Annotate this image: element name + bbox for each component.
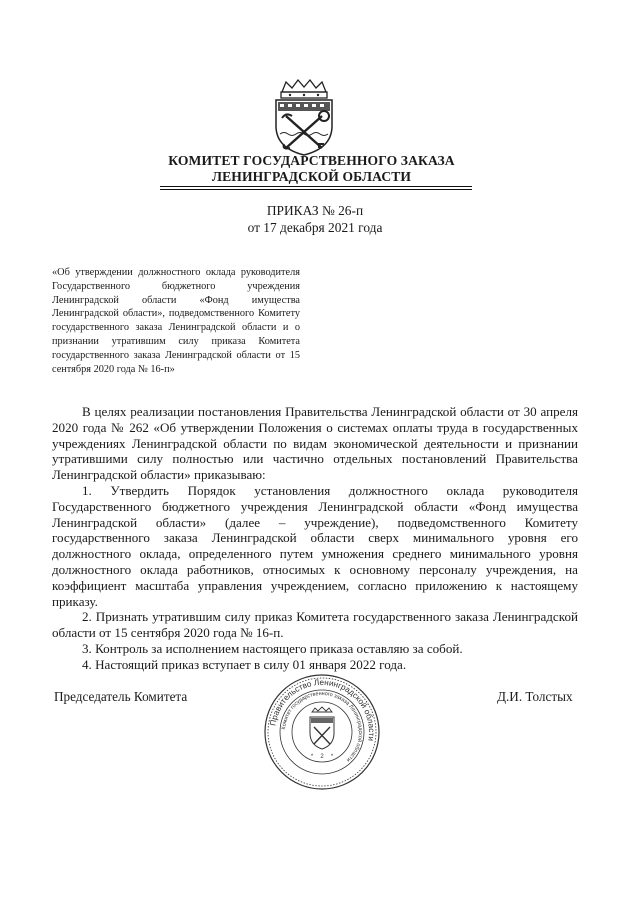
header-rule: [160, 186, 472, 187]
order-heading: [190, 203, 440, 236]
seal-star-right: *: [330, 754, 334, 760]
order-item-3: 3. Контроль за исполнением настоящего приказа оставляю за собой.: [82, 640, 463, 656]
seal-inner-text: Комитет государственного заказа Ленинградской области: [281, 690, 364, 763]
organization-title-line1: КОМИТЕТ ГОСУДАРСТВЕННОГО ЗАКАЗА: [168, 153, 455, 168]
seal-number: 2: [320, 754, 324, 760]
organization-title-line2: ЛЕНИНГРАДСКОЙ ОБЛАСТИ: [211, 169, 412, 184]
seal-star-left: *: [310, 754, 314, 760]
order-date: от 17 декабря 2021 года: [247, 219, 383, 235]
order-preamble: В целях реализации постановления Правительства Ленинградской области от 30 апреля 2020 года № 262 «Об утверждении Положения о системах оплаты труда в государственных учреждениях Ленинградской области по видам экономической деятельности и признании утратившими силу полностью или частично отдельных постановлений Правительства Ленинградской области» приказываю:: [52, 404, 578, 483]
order-subject: «Об утверждении должностного оклада руководителя Государственного бюджетного учреждения Ленинградской области «Фонд имущества Ленинградской области», подведомственного Комитету государственного заказа Ленинградской области и о признании утратившим силу приказа Комитета государственного заказа Ленинградской области от 15 сентября 2020 года № 16-п»: [52, 267, 300, 375]
order-number: ПРИКАЗ № 26-п: [266, 203, 364, 218]
organization-title: [160, 153, 463, 185]
order-item-4: 4. Настоящий приказ вступает в силу 01 января 2022 года.: [82, 656, 407, 672]
seal-outer-text: Правительство Ленинградской области: [268, 677, 377, 742]
coat-of-arms-icon: [272, 78, 336, 156]
order-item-2: 2. Признать утратившим силу приказ Комитета государственного заказа Ленинградской области от 15 сентября 2020 года № 16-п.: [52, 609, 578, 641]
signer-title: Председатель Комитета: [54, 689, 188, 704]
header-rule-thin: [160, 189, 472, 190]
order-body: [52, 404, 578, 673]
order-item-1: 1. Утвердить Порядок установления должностного оклада руководителя Государственного бюджетного учреждения Ленинградской области «Фонд имущества Ленинградской области» (далее – учреждение), подведомственного Комитету государственного заказа Ленинградской области сверх минимального уровня его должностного оклада, определенного путем умножения среднего минимального уровня должностного оклада работников, относимых к основному персоналу учреждения, на коэффициент масштаба управления учреждением, согласно приложению к настоящему приказу.: [52, 482, 578, 609]
signer-name: Д.И. Толстых: [497, 689, 573, 704]
official-seal-icon: [263, 673, 381, 791]
